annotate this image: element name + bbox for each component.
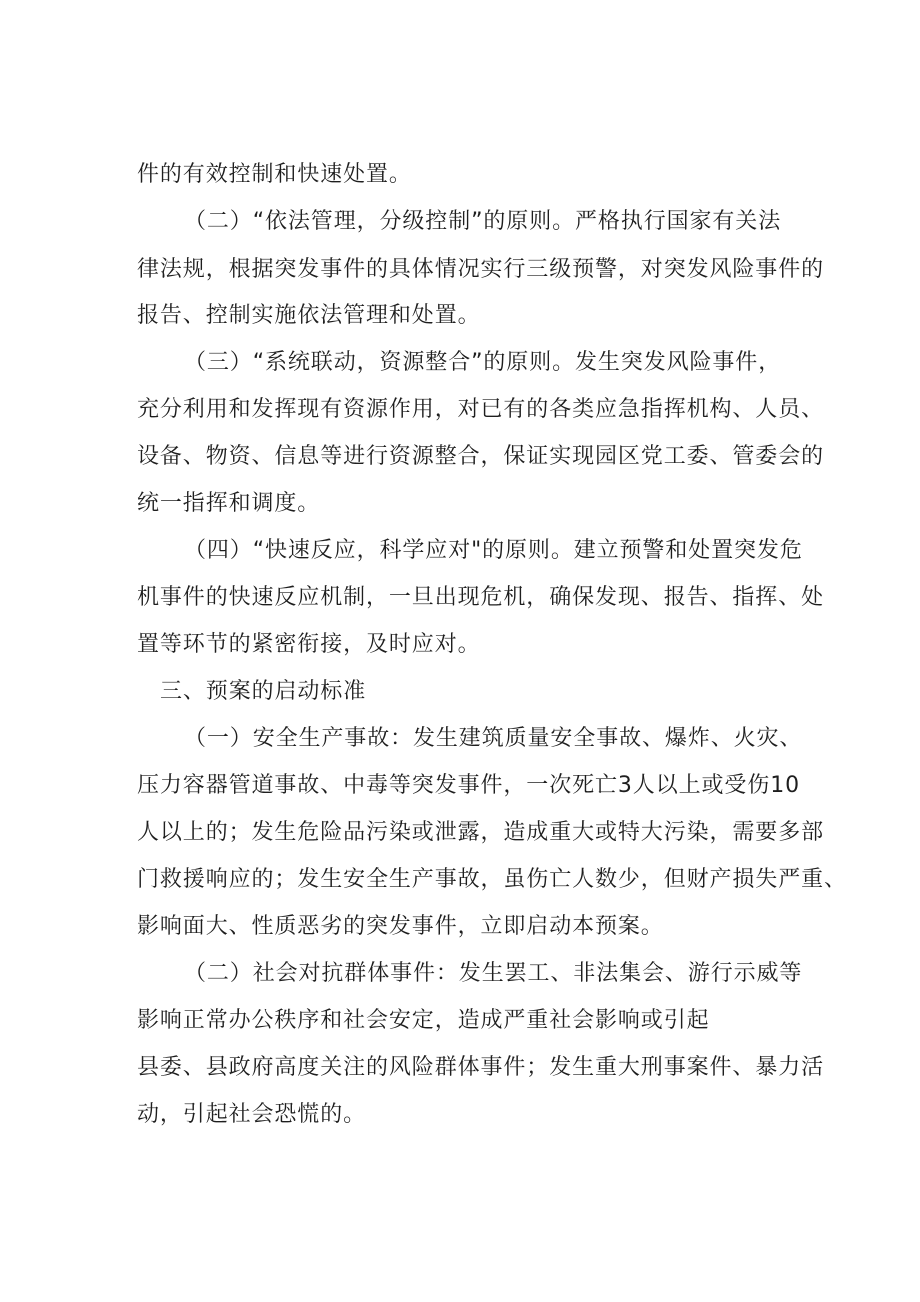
text-line: 律法规，根据突发事件的具体情况实行三级预警，对突发风险事件的 xyxy=(137,257,825,282)
text-line: 门救援响应的；发生安全生产事故，虽伤亡人数少，但财产损失严重、 xyxy=(137,867,847,892)
text-line: 统一指挥和调度。 xyxy=(137,491,321,516)
text-line: 设备、物资、信息等进行资源整合，保证实现园区党工委、管委会的 xyxy=(137,444,825,469)
text-line: （三）“系统联动，资源整合”的原则。发生突发风险事件， xyxy=(184,350,782,375)
text-line: 机事件的快速反应机制，一旦出现危机，确保发现、报告、指挥、处 xyxy=(137,585,825,610)
text-line: 件的有效控制和快速处置。 xyxy=(137,162,412,187)
text-line: （四）“快速反应，科学应对"的原则。建立预警和处置突发危 xyxy=(184,538,803,563)
text-line: 报告、控制实施依法管理和处置。 xyxy=(137,303,481,328)
section-heading: 三、预案的启动标准 xyxy=(160,679,367,704)
text-line: 人以上的；发生危险品污染或泄露，造成重大或特大污染，需要多部 xyxy=(137,820,825,845)
text-line: 影响面大、性质恶劣的突发事件，立即启动本预案。 xyxy=(137,914,664,939)
text-line: 动，引起社会恐慌的。 xyxy=(137,1102,367,1127)
text-line: 县委、县政府高度关注的风险群体事件；发生重大刑事案件、暴力活 xyxy=(137,1055,825,1080)
text-line: （二）“依法管理，分级控制”的原则。严格执行国家有关法 xyxy=(184,209,782,234)
text-line: 置等环节的紧密衔接，及时应对。 xyxy=(137,632,481,657)
text-line: 压力容器管道事故、中毒等突发事件，一次死亡3人以上或受伤10 xyxy=(137,773,800,798)
text-line: 影响正常办公秩序和社会安定，造成严重社会影响或引起 xyxy=(137,1008,710,1033)
text-line: （二）社会对抗群体事件：发生罢工、非法集会、游行示威等 xyxy=(184,961,803,986)
text-line: （一）安全生产事故：发生建筑质量安全事故、爆炸、火灾、 xyxy=(184,726,803,751)
text-line: 充分利用和发挥现有资源作用，对已有的各类应急指挥机构、人员、 xyxy=(137,397,825,422)
